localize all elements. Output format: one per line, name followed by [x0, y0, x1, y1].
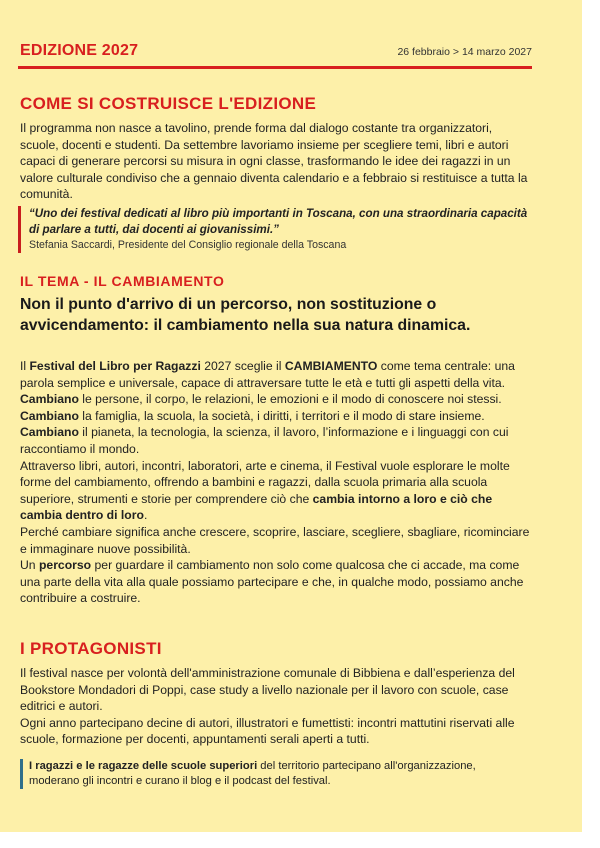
quote-text: “Uno dei festival dedicati al libro più importanti in Toscana, con una straordinaria capacità di parlare a tutti, dai docenti ai giovanissimi.” — [29, 207, 528, 236]
quote-block — [18, 206, 529, 253]
cambiano-line-1: Cambiano le persone, il corpo, le relazioni, le emozioni e il modo di conoscere noi stessi. — [20, 392, 502, 407]
tema-subtitle: Non il punto d'arrivo di un percorso, non sostituzione o avvicendamento: il cambiamento nella sua natura dinamica. — [20, 296, 471, 334]
tema-paragraph-2: Attraverso libri, autori, incontri, laboratori, arte e cinema, il Festival vuole esplorare le molte forme del cambiamento, offrendo a bambini e ragazzi, dalla scuola primaria alla scuola superiore, strumenti e storie per comprendere ciò che cambia intorno a loro e ciò che cambia dentro di loro. — [20, 458, 510, 523]
header — [20, 42, 532, 60]
quote-author: Stefania Saccardi, Presidente del Consiglio regionale della Toscana — [29, 239, 347, 251]
section-title-edizione: COME SI COSTRUISCE L'EDIZIONE — [20, 94, 317, 113]
intro-paragraph: Il programma non nasce a tavolino, prende forma dal dialogo costante tra organizzatori, scuole, docenti e studenti. Da settembre lavoriamo insieme per scegliere temi, libri e autori capaci di generare percorsi su misura in ogni classe, trasformando le idee dei ragazzi in un valore culturale condiviso che a gennaio diventa calendario e a febbraio si restituisce a tutta la comunità. — [20, 121, 528, 201]
tema-body — [20, 358, 532, 607]
edition-title: EDIZIONE 2027 — [20, 42, 139, 59]
tema-paragraph-4: Un percorso per guardare il cambiamento non solo come qualcosa che ci accade, ma come una parte della vita alla quale possiamo partecipare e che, in qualche modo, possiamo anche contribuire a costruire. — [20, 558, 524, 606]
section-title-protagonisti: I PROTAGONISTI — [20, 639, 162, 658]
tema-paragraph-1: Il Festival del Libro per Ragazzi 2027 sceglie il CAMBIAMENTO come tema centrale: una parola semplice e universale, capace di attraversare tutte le età e tutti gli aspetti della vita. — [20, 359, 515, 390]
section-title-tema: IL TEMA - IL CAMBIAMENTO — [20, 273, 225, 289]
cambiano-line-3: Cambiano il pianeta, la tecnologia, la scienza, il lavoro, l’informazione e i linguaggi con cui raccontiamo il mondo. — [20, 425, 509, 456]
tema-paragraph-3: Perché cambiare significa anche crescere, scoprire, lasciare, scegliere, sbagliare, ricominciare e immaginare nuove possibilità. — [20, 524, 530, 556]
ragazzi-note: I ragazzi e le ragazze delle scuole superiori del territorio partecipano all'organizzazione, moderano gli incontri e curano il blog e il podcast del festival. — [20, 759, 529, 789]
protagonisti-body — [20, 665, 532, 748]
header-divider — [18, 66, 532, 69]
protagonisti-paragraph-1: Il festival nasce per volontà dell'amministrazione comunale di Bibbiena e dall’esperienza del Bookstore Mondadori di Poppi, case study a livello nazionale per il lavoro con scuole, case editrici e autori. — [20, 666, 515, 713]
cambiano-line-2: Cambiano la famiglia, la scuola, la società, i diritti, i territori e il modo di stare insieme. — [20, 408, 485, 423]
protagonisti-paragraph-2: Ogni anno partecipano decine di autori, illustratori e fumettisti: incontri mattutini riservati alle scuole, formazione per docenti, appuntamenti serali aperti a tutti. — [20, 715, 515, 746]
edition-dates: 26 febbraio > 14 marzo 2027 — [397, 46, 532, 58]
